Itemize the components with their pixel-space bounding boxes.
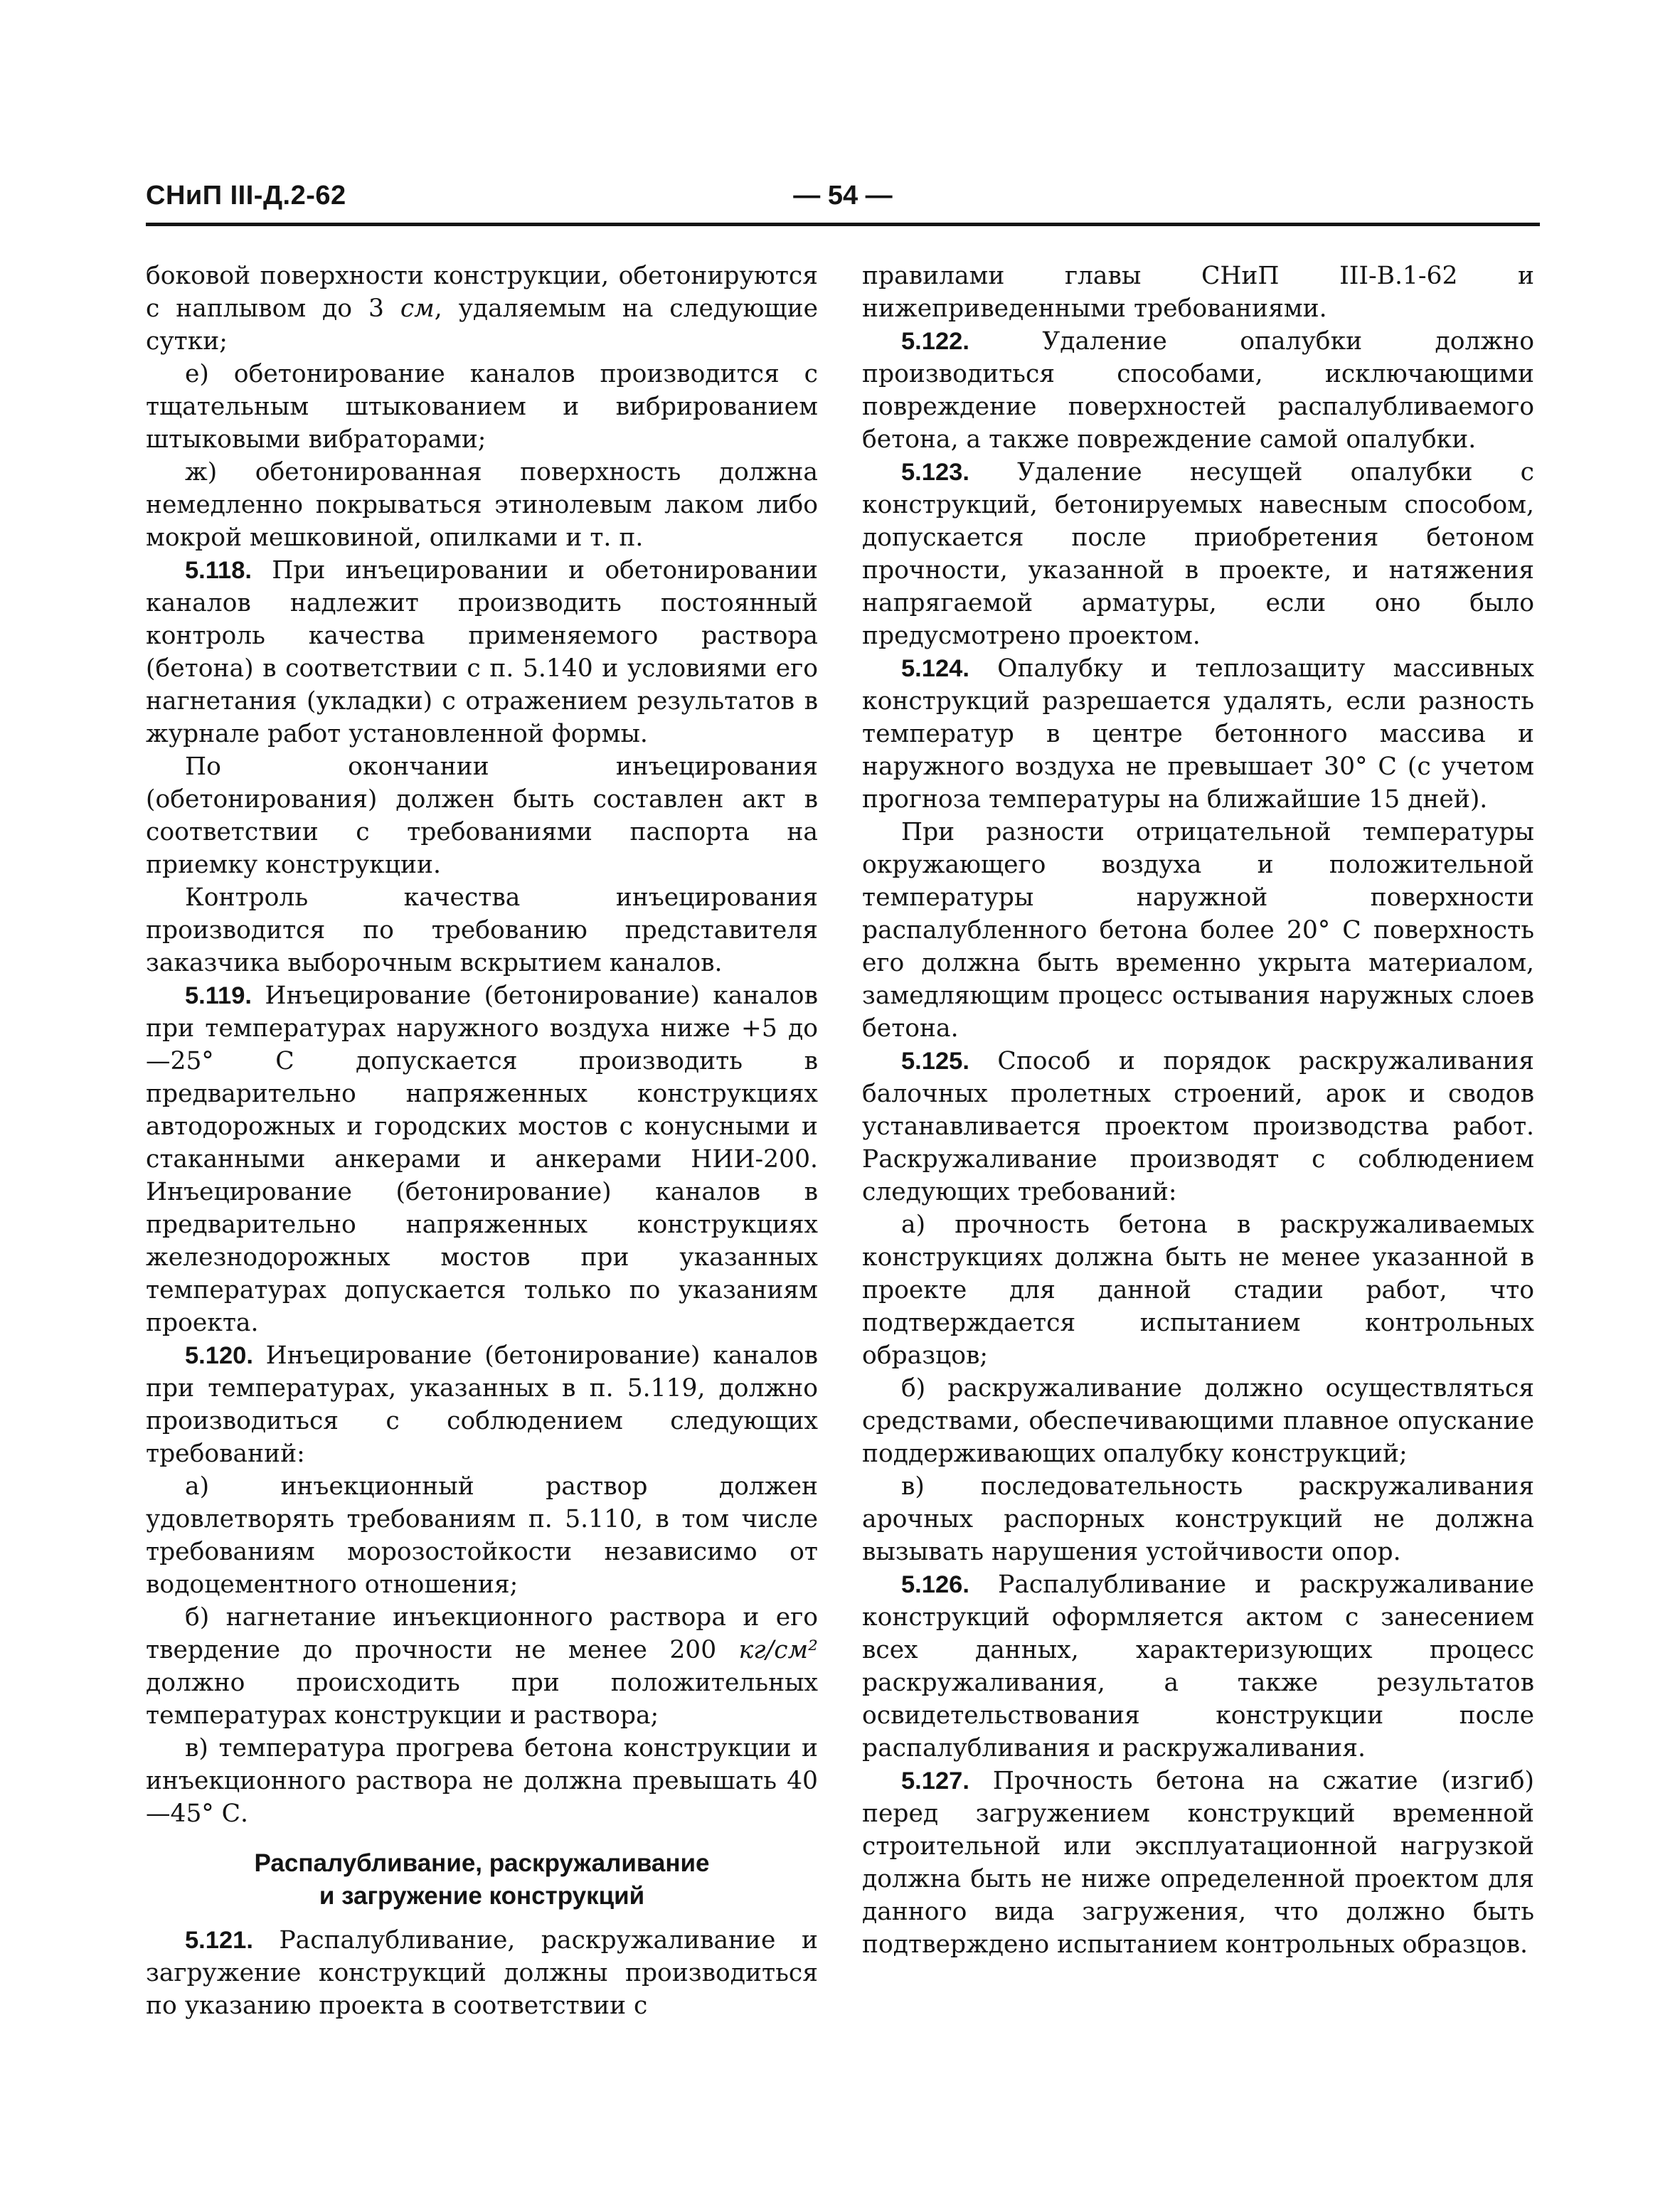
paragraph: в) последовательность раскружаливания арочных распорных конструкций не должна вызывать нарушения устойчивости опор. [862, 1472, 1534, 1566]
paragraph: ж) обетонированная поверхность должна немедленно покрываться этинолевым лаком либо мокрой мешковиной, опилками и т. п. [146, 458, 818, 552]
paragraph: По окончании инъецирования (обетонирования) должен быть составлен акт в соответствии с требованиями паспорта на приемку конструкции. [146, 753, 818, 879]
paragraph: б) нагнетание инъекционного раствора и его твердение до прочности не менее 200 кг/см² должно происходить при положительных температурах конструкции и раствора; [146, 1603, 818, 1730]
clause-5-120: 5.120. Инъецирование (бетонирование) каналов при температурах, указанных в п. 5.119, должно производиться с соблюдением следующих требований: [146, 1341, 818, 1468]
section-heading: Распалубливание, раскружаливание и загружение конструкций [254, 1849, 710, 1910]
clause-5-119: 5.119. Инъецирование (бетонирование) каналов при температурах наружного воздуха ниже +5 до —25° С допускается производить в предварительно напряженных конструкциях автодорожных и городских мостов с конусными и стаканными анкерами и анкерами НИИ-200. Инъецирование (бетонирование) каналов в предварительно напряженных конструкциях железнодорожных мостов при указанных температурах допускается только по указаниям проекта. [146, 982, 818, 1337]
paragraph: б) раскружаливание должно осуществляться средствами, обеспечивающими плавное опускание поддерживающих опалубку конструкций; [862, 1374, 1534, 1468]
clause-5-121: 5.121. Распалубливание, раскружаливание и загружение конструкций должны производиться по указанию проекта в соответствии с [146, 1926, 818, 2020]
paragraph: боковой поверхности конструкции, обетонируются с наплывом до 3 см, удаляемым на следующие сутки; [146, 262, 818, 356]
clause-5-126: 5.126. Распалубливание и раскружаливание конструкций оформляется актом с занесением всех данных, характеризующих процесс раскружаливания, а также результатов освидетельствования конструкции после распалубливания и раскружаливания. [862, 1570, 1534, 1763]
right-column [862, 260, 1534, 1961]
paragraph: При разности отрицательной температуры окружающего воздуха и положительной температуры наружной поверхности распалубленного бетона более 20° С поверхность его должна быть временно укрыта материалом, замедляющим процесс остывания наружных слоев бетона. [862, 818, 1534, 1043]
clause-5-122: 5.122. Удаление опалубки должно производиться способами, исключающими повреждение поверхностей распалубливаемого бетона, а также повреждение самой опалубки. [862, 327, 1534, 454]
paragraph: а) инъекционный раствор должен удовлетворять требованиям п. 5.110, в том числе требованиям морозостойкости независимо от водоцементного отношения; [146, 1472, 818, 1599]
clause-5-125: 5.125. Способ и порядок раскружаливания балочных пролетных строений, арок и сводов устанавливается проектом производства работ. Раскружаливание производят с соблюдением следующих требований: [862, 1047, 1534, 1206]
page-number: — 54 — [793, 181, 893, 211]
clause-5-118: 5.118. При инъецировании и обетонировании каналов надлежит производить постоянный контроль качества применяемого раствора (бетона) в соответствии с п. 5.140 и условиями его нагнетания (укладки) с отражением результатов в журнале работ установленной формы. [146, 556, 818, 748]
page-header [146, 178, 1540, 228]
paragraph: Контроль качества инъецирования производится по требованию представителя заказчика выборочным вскрытием каналов. [146, 883, 818, 977]
clause-5-124: 5.124. Опалубку и теплозащиту массивных конструкций разрешается удалять, если разность температур в центре бетонного массива и наружного воздуха не превышает 30° С (с учетом прогноза температуры на ближайшие 15 дней). [862, 654, 1534, 814]
paragraph: а) прочность бетона в раскружаливаемых конструкциях должна быть не менее указанной в проекте для данной стадии работ, что подтверждается испытанием контрольных образцов; [862, 1211, 1534, 1370]
header-rule [146, 223, 1540, 226]
left-column [146, 260, 818, 2022]
document-code: СНиП III-Д.2-62 [146, 181, 346, 211]
paragraph: в) температура прогрева бетона конструкции и инъекционного раствора не должна превышать 40—45° С. [146, 1734, 818, 1828]
clause-5-127: 5.127. Прочность бетона на сжатие (изгиб) перед загружением конструкций временной строительной или эксплуатационной нагрузкой должна быть не ниже определенной проектом для данного вида загружения, что должно быть подтверждено испытанием контрольных образцов. [862, 1767, 1534, 1959]
clause-5-123: 5.123. Удаление несущей опалубки с конструкций, бетонируемых навесным способом, допускается после приобретения бетоном прочности, указанной в проекте, и натяжения напрягаемой арматуры, если оно было предусмотрено проектом. [862, 458, 1534, 650]
paragraph: е) обетонирование каналов производится с тщательным штыкованием и вибрированием штыковыми вибраторами; [146, 360, 818, 454]
paragraph: правилами главы СНиП III-В.1-62 и нижеприведенными требованиями. [862, 262, 1534, 323]
